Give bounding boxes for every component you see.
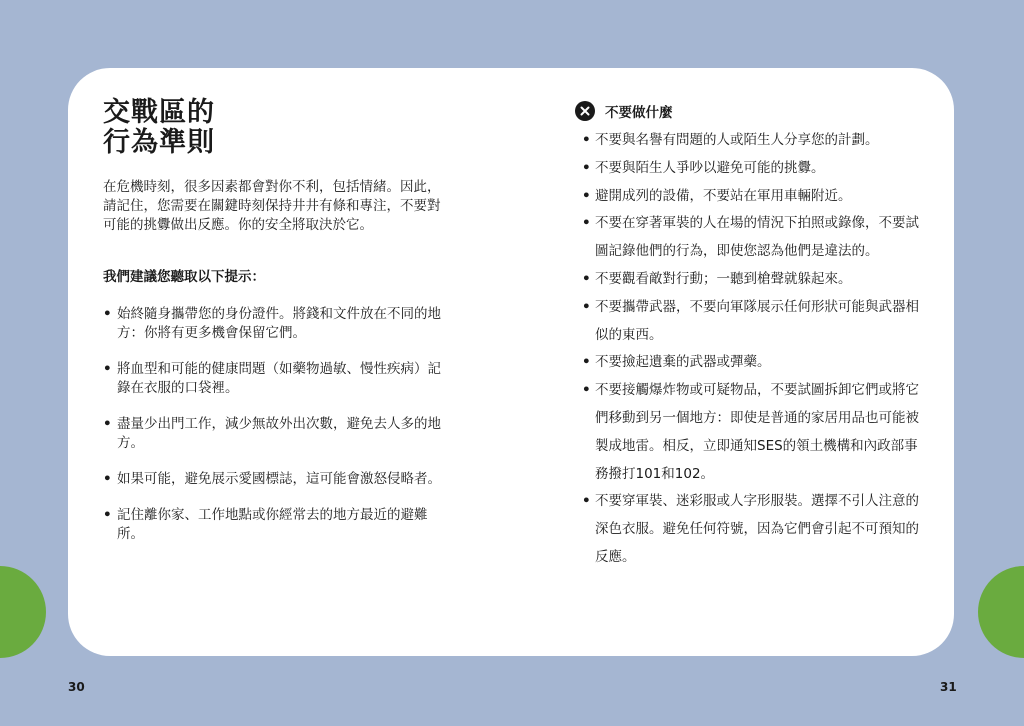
dont-section-title: 不要做什麼 [605,105,673,121]
bullet: • [582,270,591,287]
bullet: • [103,416,112,432]
dont-item [582,488,927,571]
page-number-left: 30 [68,680,85,694]
tip-text: 記住離你家、工作地點或你經常去的地方最近的避難所。 [117,507,428,542]
bullet: • [582,159,591,176]
tip-text: 如果可能，避免展示愛國標誌，這可能會激怒侵略者。 [117,471,441,487]
dont-list [582,127,927,572]
tip-text: 始終隨身攜帶您的身份證件。將錢和文件放在不同的地方：你將有更多機會保留它們。 [117,306,441,341]
bullet: • [582,354,591,371]
dont-item [582,210,927,266]
close-circle-icon [575,101,595,121]
bullet: • [103,306,112,322]
decorative-green-circle-left [0,566,46,658]
bullet: • [582,382,591,399]
dont-text: 不要攜帶武器，不要向軍隊展示任何形狀可能與武器相似的東西。 [595,298,919,343]
title-line-1: 交戰區的 [103,97,215,128]
bullet: • [582,132,591,148]
bullet: • [103,361,112,377]
dont-item [582,377,927,488]
tip-item [103,470,443,489]
bullet: • [582,298,591,315]
dont-item [582,183,927,211]
dont-text: 不要觀看敵對行動；一聽到槍聲就躲起來。 [595,270,852,287]
dont-item [582,127,927,155]
tips-list [103,305,443,561]
bullet: • [582,215,591,232]
bullet: • [582,493,591,510]
tip-item [103,305,443,343]
dont-item [582,155,927,183]
bullet: • [582,187,591,204]
dont-text: 不要與陌生人爭吵以避免可能的挑釁。 [595,159,825,176]
intro-paragraph: 在危機時刻，很多因素都會對你不利，包括情緒。因此，請記住，您需要在關鍵時刻保持井井有條和專注，不要對可能的挑釁做出反應。你的安全將取決於它。 [103,179,441,233]
page-title [103,98,323,158]
tip-item [103,506,443,544]
advice-heading: 我們建議您聽取以下提示： [103,269,265,285]
dont-text: 避開成列的設備，不要站在軍用車輛附近。 [595,187,852,204]
decorative-green-circle-right [978,566,1024,658]
dont-text: 不要與名譽有問題的人或陌生人分享您的計劃。 [595,132,879,148]
dont-item [582,349,927,377]
tip-text: 將血型和可能的健康問題（如藥物過敏、慢性疾病）記錄在衣服的口袋裡。 [117,361,441,396]
bullet: • [103,471,112,487]
title-line-2: 行為準則 [103,127,215,158]
dont-text: 不要撿起遺棄的武器或彈藥。 [595,354,771,371]
dont-item [582,266,927,294]
tip-item [103,415,443,453]
page-number-right: 31 [940,680,957,694]
dont-text: 不要接觸爆炸物或可疑物品，不要試圖拆卸它們或將它們移動到另一個地方：即使是普通的家居用品也可能被製成地雷。相反，立即通知SES的領土機構和內政部事務撥打101和102。 [595,382,919,482]
dont-item [582,294,927,350]
bullet: • [103,507,112,523]
dont-text: 不要在穿著軍裝的人在場的情況下拍照或錄像，不要試圖記錄他們的行為，即使您認為他們是違法的。 [595,215,919,260]
dont-text: 不要穿軍裝、迷彩服或人字形服裝。選擇不引人注意的深色衣服。避免任何符號，因為它們會引起不可預知的反應。 [595,493,919,565]
dont-section-header [575,100,673,122]
tip-text: 盡量少出門工作，減少無故外出次數，避免去人多的地方。 [117,416,441,451]
tip-item [103,360,443,398]
